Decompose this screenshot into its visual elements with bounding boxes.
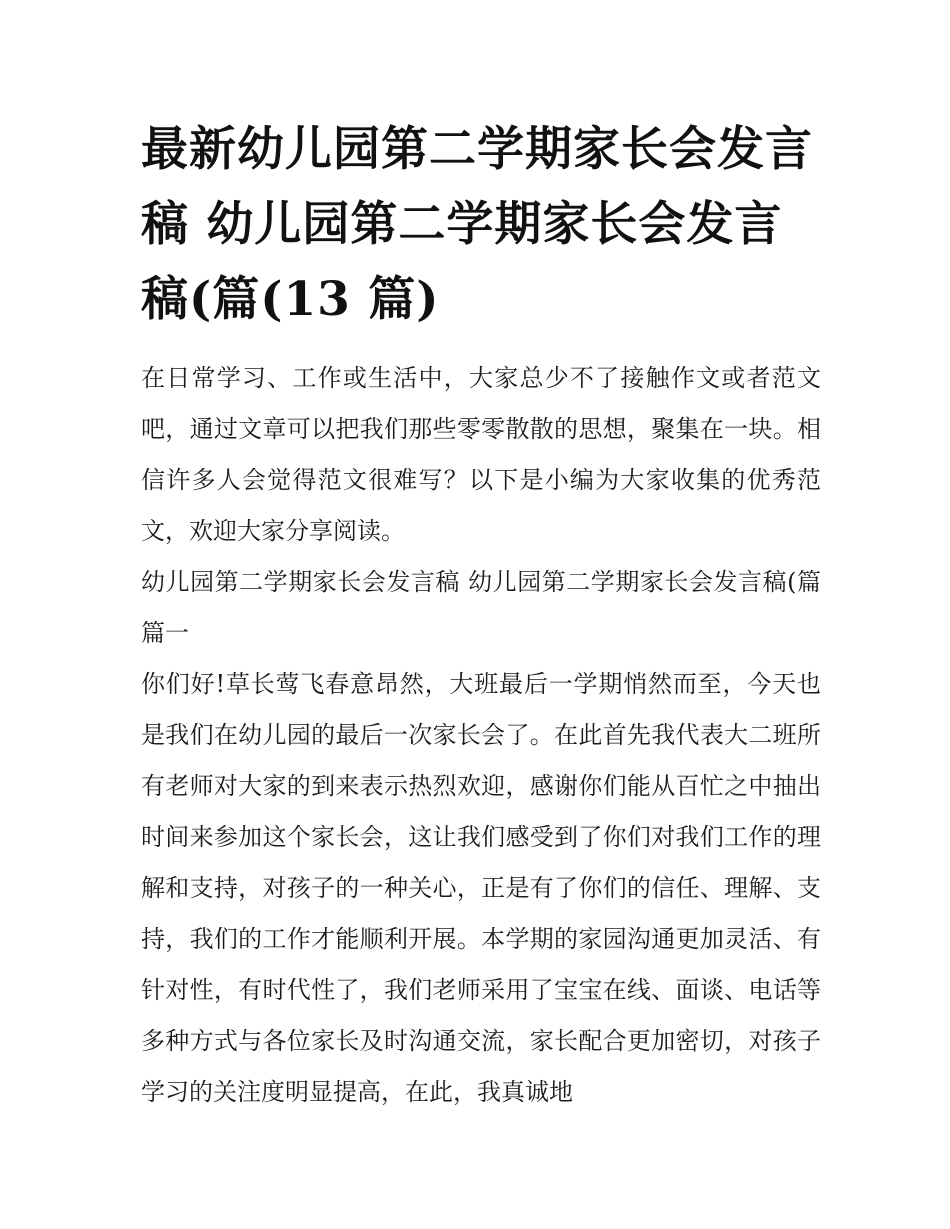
document-body [141, 353, 821, 1118]
intro-paragraph: 在日常学习、工作或生活中，大家总少不了接触作文或者范文吧，通过文章可以把我们那些零零散散的思想，聚集在一块。相信许多人会觉得范文很难写？以下是小编为大家收集的优秀范文，欢迎大家分享阅读。 [141, 364, 821, 545]
document-title: 最新幼儿园第二学期家长会发言稿 幼儿园第二学期家长会发言稿(篇(13 篇) [141, 122, 813, 327]
speech-paragraph: 你们好!草长莺飞春意昂然，大班最后一学期悄然而至，今天也是我们在幼儿园的最后一次家长会了。在此首先我代表大二班所有老师对大家的到来表示热烈欢迎，感谢你们能从百忙之中抽出时间来参加这个家长会，这让我们感受到了你们对我们工作的理解和支持，对孩子的一种关心，正是有了你们的信任、理解、支持，我们的工作才能顺利开展。本学期的家园沟通更加灵活、有针对性，有时代性了，我们老师采用了宝宝在线、面谈、电话等多种方式与各位家长及时沟通交流，家长配合更加密切，对孩子学习的关注度明显提高，在此，我真诚地 [141, 670, 821, 1106]
section-heading: 幼儿园第二学期家长会发言稿 幼儿园第二学期家长会发言稿(篇篇一 [141, 568, 821, 647]
